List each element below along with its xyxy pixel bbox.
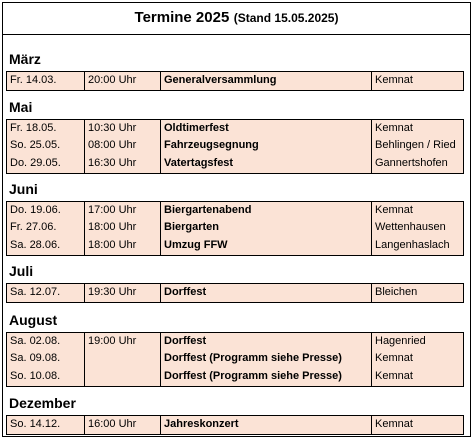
- month-heading: Mai: [9, 99, 33, 115]
- event-place: Kemnat: [371, 416, 464, 434]
- event-name: Oldtimerfest: [160, 120, 371, 138]
- event-date: So. 25.05.: [6, 137, 84, 155]
- event-time: 18:00 Uhr: [84, 219, 160, 237]
- event-place: Kemnat: [371, 120, 464, 138]
- event-name: Dorffest (Programm siehe Presse): [160, 350, 371, 368]
- event-date: Sa. 12.07.: [6, 284, 84, 302]
- event-time: [84, 350, 160, 368]
- title-subtitle: (Stand 15.05.2025): [233, 11, 339, 25]
- event-name: Fahrzeugsegnung: [160, 137, 371, 155]
- page-title: [3, 3, 470, 35]
- event-date: Fr. 18.05.: [6, 120, 84, 138]
- event-row: [6, 137, 464, 156]
- event-place: Kemnat: [371, 368, 464, 386]
- event-row: [6, 283, 464, 303]
- event-name: Jahreskonzert: [160, 416, 371, 434]
- event-place: Kemnat: [371, 72, 464, 90]
- event-time: 08:00 Uhr: [84, 137, 160, 155]
- event-row: [6, 415, 464, 435]
- month-heading: März: [9, 51, 41, 67]
- event-date: Sa. 09.08.: [6, 350, 84, 368]
- event-row: [6, 71, 464, 91]
- event-date: So. 10.08.: [6, 368, 84, 386]
- event-time: 18:00 Uhr: [84, 237, 160, 255]
- event-row: [6, 119, 464, 139]
- event-row: [6, 155, 464, 174]
- event-name: Umzug FFW: [160, 237, 371, 255]
- event-row: [6, 350, 464, 369]
- event-time: 16:00 Uhr: [84, 416, 160, 434]
- event-place: Bleichen: [371, 284, 464, 302]
- event-row: [6, 237, 464, 256]
- event-name: Dorffest: [160, 333, 371, 351]
- schedule-frame: [2, 2, 471, 437]
- event-place: Gannertshofen: [371, 155, 464, 173]
- month-heading: Juni: [9, 181, 38, 197]
- event-date: Sa. 02.08.: [6, 333, 84, 351]
- event-time: 16:30 Uhr: [84, 155, 160, 173]
- event-time: 19:00 Uhr: [84, 333, 160, 351]
- event-date: Fr. 27.06.: [6, 219, 84, 237]
- month-heading: Juli: [9, 263, 34, 279]
- event-place: Kemnat: [371, 202, 464, 220]
- event-time: 17:00 Uhr: [84, 202, 160, 220]
- event-row: [6, 332, 464, 352]
- event-time: 19:30 Uhr: [84, 284, 160, 302]
- event-place: Behlingen / Ried: [371, 137, 464, 155]
- event-name: Biergartenabend: [160, 202, 371, 220]
- event-row: [6, 219, 464, 238]
- event-place: Kemnat: [371, 350, 464, 368]
- event-place: Hagenried: [371, 333, 464, 351]
- event-date: Do. 29.05.: [6, 155, 84, 173]
- event-date: So. 14.12.: [6, 416, 84, 434]
- event-time: 10:30 Uhr: [84, 120, 160, 138]
- event-name: Biergarten: [160, 219, 371, 237]
- event-date: Do. 19.06.: [6, 202, 84, 220]
- event-name: Generalversammlung: [160, 72, 371, 90]
- event-row: [6, 201, 464, 221]
- event-date: Sa. 28.06.: [6, 237, 84, 255]
- event-time: 20:00 Uhr: [84, 72, 160, 90]
- title-main: Termine 2025: [134, 9, 230, 26]
- event-place: Langenhaslach: [371, 237, 464, 255]
- event-place: Wettenhausen: [371, 219, 464, 237]
- month-heading: August: [9, 312, 58, 328]
- month-heading: Dezember: [9, 395, 76, 411]
- event-row: [6, 368, 464, 387]
- event-date: Fr. 14.03.: [6, 72, 84, 90]
- event-time: [84, 368, 160, 386]
- event-name: Vatertagsfest: [160, 155, 371, 173]
- event-name: Dorffest: [160, 284, 371, 302]
- event-name: Dorffest (Programm siehe Presse): [160, 368, 371, 386]
